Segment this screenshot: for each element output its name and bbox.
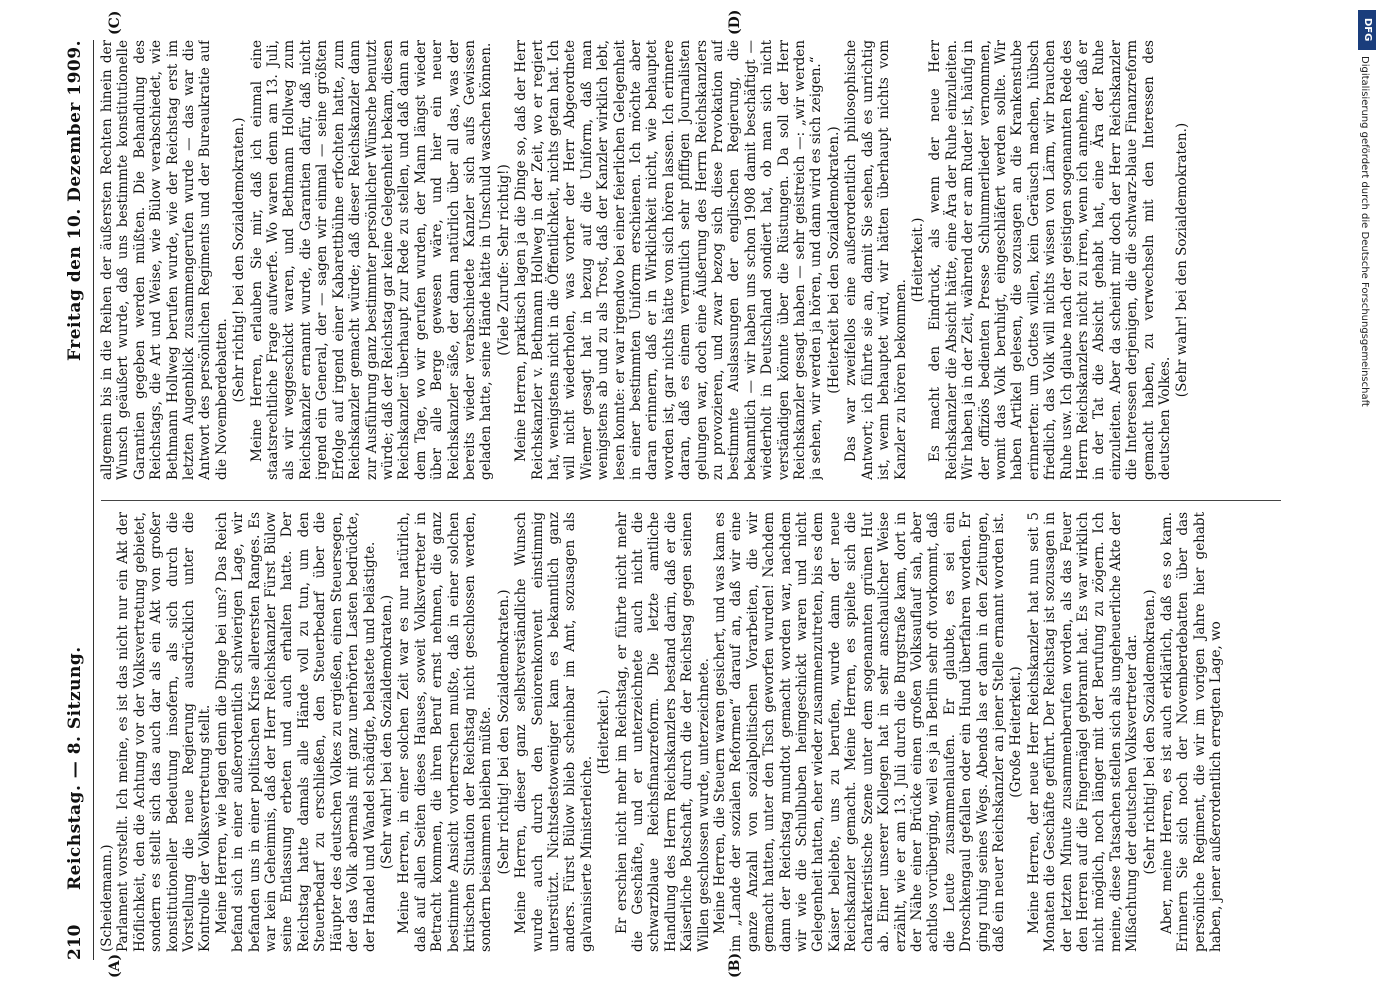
paragraph: Parlament vorstellt. Ich meine, es ist das nicht nur ein Akt der Höflichkeit, den die Achtung vor der Volksvertretung gebietet, sondern es stellt sich das auch dar als ein Akt von großer konstitutioneller Bedeutung insofern, als sich durch die Vorstellung die neue Regierung ausdrücklich unter die Kontrolle der Volksvertretung stellt. <box>115 512 214 952</box>
paragraph: Meine Herren, dieser ganz selbstverständliche Wunsch wurde auch durch den Seniorenkonvent einstimmig unterstützt. Nichtsdestoweniger kam es bekanntlich ganz anders. Fürst Bülow blieb scheinbar im Amt, sozusagen als galvanisierte Ministerleiche. <box>513 512 595 952</box>
paragraph: Meine Herren, in einer solchen Zeit war es nur natürlich, daß auf allen Seiten dieses Hauses, soweit Volksvertreter in Betracht kommen, die ihren Beruf ernst nehmen, die ganz bestimmte Ansicht vorherrschen mußte, daß in einer solchen kritischen Situation der Reichstag nicht geschlossen werden, sondern beisammen bleiben müßte. <box>396 512 495 952</box>
credit-text: Digitalisierung gefördert durch die Deutsche Forschungsgemeinschaft <box>1359 56 1370 407</box>
session-date: Freitag den 10. Dezember 1909. <box>65 40 85 361</box>
margin-marker-a: (A) <box>107 953 123 978</box>
session-title: Reichstag. — 8. Sitzung. <box>65 646 85 890</box>
paragraph: Meine Herren, praktisch lagen ja die Dinge so, daß der Herr Reichskanzler v. Bethmann Hollweg in der Zeit, wo er regiert hat, wenigstens nicht in die Öffentlichkeit, nichts getan hat. Ich will nicht wiederholen, was vorher der Herr Abgeordnete Wiemer gesagt hat in bezug auf die Uniform, daß man wenigstens ab und zu als Trost, daß der Kanzler wirklich lebt, lesen konnte: er war irgendwo bei einer feierlichen Gelegenheit in einer bestimmten Uniform erschienen. Ich möchte aber daran erinnern, daß er in Wirklichkeit nicht, wie behauptet worden ist, gar nichts hätte von sich hören lassen. Ich erinnere daran, daß es einem vermutlich sehr pfiffigen Journalisten gelungen war, doch eine Äußerung des Herrn Reichskanzlers zu provozieren, und zwar bezog sich diese Provokation auf bestimmte Auslassungen der englischen Regierung, die bekanntlich — wir haben uns schon 1908 damit beschäftigt — wiederholt in Deutschland sondiert hat, ob man sich nicht verständigen könnte über die Rüstungen. Da soll der Herr Reichskanzler gesagt haben — sehr geistreich —: „wir werden ja sehen, wir werden ja hören, und dann wird es sich zeigen.“ <box>513 40 825 480</box>
paragraph: Das war zweifellos eine außerordentlich philosophische Antwort; ich führte sie an, damit Sie sehen, daß es unrichtig ist, wenn behauptet wird, wir hätten überhaupt nichts vom Kanzler zu hören bekommen. <box>843 40 909 480</box>
interjection: (Heiterkeit bei den Sozialdemokraten.) <box>825 126 842 394</box>
dfg-logo: DFG <box>1358 10 1376 50</box>
paragraph: Meine Herren, der neue Herr Reichskanzler hat nun seit 5 Monaten die Geschäfte geführt. Der Reichstag ist sozusagen in der letzten Minute zusammenberufen worden, als das Feuer den Herren auf die Fingernägel gebrannt hat. Es war wirklich nicht möglich, noch länger mit der Berufung zu zögern. Ich meine, diese Tatsachen stellen sich als ungeheuerliche Akte der Mißachtung der deutschen Volksvertreter dar. <box>1025 512 1141 952</box>
paragraph: Aber, meine Herren, es ist auch erklärlich, daß es so kam. Erinnern Sie sich noch der Novemberdebatten über das persönliche Regiment, die wir im vorigen Jahre hier gehabt haben, jener außerordentlich erregten Lage, wo <box>1159 512 1225 952</box>
interjection: (Heiterkeit.) <box>909 217 926 303</box>
paragraph: Meine Herren, erlauben Sie mir, daß ich einmal eine staatsrechtliche Frage aufwerfe. Wo waren denn am 13. Juli, als wir weggeschickt waren, und Bethmann Hollweg zum Reichskanzler ernannt wurde, die Garantien dafür, daß nicht irgend ein General, der — sagen wir einmal — seine größten Erfolge auf irgend einer Kabarettbühne erfochten hatte, zum Reichskanzler gemacht würde; daß dieser Reichskanzler dann zur Ausführung ganz bestimmter persönlicher Wünsche benutzt würde; daß der Reichstag gar keine Gelegenheit bekam, diesen Reichskanzler überhaupt zur Rede zu stellen, und daß dann an dem Tage, wo wir gerufen wurden, der Mann längst wieder über alle Berge gewesen wäre, und hier ein neuer Reichskanzler säße, der dann natürlich über all das, was der bereits wieder verabschiedete Kanzler sich aufs Gewissen geladen hatte, seine Hände hätte in Unschuld waschen können. <box>248 40 495 480</box>
interjection: (Heiterkeit.) <box>596 689 613 775</box>
interjection: (Sehr wahr! bei den Sozialdemokraten.) <box>378 594 395 870</box>
interjection: (Viele Zurufe: Sehr richtig!) <box>495 164 512 356</box>
page-number: 210 <box>65 924 85 960</box>
margin-marker-c: (C) <box>107 10 123 35</box>
paragraph: allgemein bis in die Reihen der äußersten Rechten hinein der Wunsch geäußert wurde, daß uns bestimmte konstitutionelle Garantien gegeben werden müßten. Die Behandlung des Reichstags, die Art und Weise, wie Bülow verabschiedet, wie Bethmann Hollweg berufen wurde, wie der Reichstag erst im letzten Augenblick zusammengerufen wurde — das war die Antwort des persönlichen Regiments und der Bureaukratie auf die Novemberdebatten. <box>99 40 230 480</box>
page-header <box>59 40 89 960</box>
paragraph: Es macht den Eindruck, als wenn der neue Herr Reichskanzler die Absicht hätte, eine Ära der Ruhe einzuleiten. Wir haben ja in der Zeit, während der er am Ruder ist, häufig in der offiziös bedienten Presse Schlummerlieder vernommen, womit das Volk beruhigt, eingeschläfert werden sollte. Wir haben Artikel gelesen, die sozusagen an die Krankenstube erinnerten: um Gottes willen, kein Geräusch machen, hübsch friedlich, das Volk will nichts wissen von Lärm, wir brauchen Ruhe usw. Ich glaube nach der geistigen sogenannten Rede des Herrn Reichskanzlers nicht zu irren, wenn ich annehme, daß er in der Tat die Absicht gehabt hat, eine Ära der Ruhe einzuleiten. Aber da scheint mir doch der Herr Reichskanzler die Interessen derjenigen, die die schwarz-blaue Finanzreform gemacht haben, zu verwechseln mit den Interessen des deutschen Volkes. <box>927 40 1173 480</box>
header-rule <box>93 40 94 960</box>
speaker-name: (Scheidemann.) <box>99 844 115 952</box>
interjection: (Sehr richtig! bei den Sozialdemokraten.) <box>231 117 248 403</box>
interjection: (Sehr wahr! bei den Sozialdemokraten.) <box>1174 122 1191 398</box>
paragraph: Meine Herren, die Steuern waren gesichert, und was kam es im „Lande der sozialen Reformen“ darauf an, daß wir eine ganze Anzahl von sozialpolitischen Vorarbeiten, die wir gemacht hatten, unter den Tisch geworfen wurden! Nachdem dann der Reichstag mundtot gemacht worden war, nachdem wir wie die Schulbuben heimgeschickt waren und nicht Gelegenheit hatten, eher wieder zusammenzutreten, bis es dem Kaiser beliebte, uns zu berufen, wurde dann der neue Reichskanzler gemacht. Meine Herren, es spielte sich die charakteristische Szene unter dem sogenannten grünen Hut ab. Einer unserer Kollegen hat in sehr anschaulicher Weise erzählt, wie er am 13. Juli durch die Burgstraße kam, dort in der Nähe einer Brücke einen großen Volksauflauf sah, aber achtlos vorüberging, weil es ja in Berlin sehr oft vorkommt, daß die Leute zusammenlaufen. Er glaubte, es sei ein Droschkengaul gefallen oder ein Hund überfahren worden. Er ging ruhig seines Wegs. Abends las er dann in den Zeitungen, daß ein neuer Reichskanzler an jener Stelle ernannt worden ist. <box>712 512 1007 952</box>
margin-marker-d: (D) <box>727 9 743 35</box>
column-separator <box>101 500 1281 501</box>
paragraph: Er erschien nicht mehr im Reichstag, er führte nicht mehr die Geschäfte, und er unterzeichnete auch nicht die schwarzblaue Reichsfinanzreform. Die letzte amtliche Handlung des Herrn Reichskanzlers bestand darin, daß er die Kaiserliche Botschaft, durch die der Reichstag gegen seinen Willen geschlossen wurde, unterzeichnete. <box>613 512 712 952</box>
interjection: (Sehr richtig! bei den Sozialdemokraten.) <box>495 589 512 875</box>
left-column <box>99 512 1279 952</box>
right-column <box>99 40 1279 480</box>
interjection: (Sehr richtig! bei den Sozialdemokraten.) <box>1141 589 1158 875</box>
rotated-document-page <box>51 9 1291 980</box>
digitization-credit <box>1356 10 1378 990</box>
margin-marker-b: (B) <box>727 952 743 978</box>
paragraph: Meine Herren, wie lagen denn die Dinge bei uns? Das Reich befand sich in einer außerordentlich schwierigen Lage, wir befanden uns in einer politischen Krise allerersten Ranges. Es war kein Geheimnis, daß der Herr Reichskanzler Fürst Bülow seine Entlassung erbeten und auch erhalten hatte. Der Reichstag hatte damals alle Hände voll zu tun, um den Steuerbedarf zu erschließen, den Steuerbedarf über die Häupter des deutschen Volkes zu ergießen, einen Steuersegen, der das Volk abermals mit ganz unerhörten Lasten bedrückte, der Handel und Wandel schädigte, belastete und belästigte. <box>213 512 378 952</box>
interjection: (Große Heiterkeit.) <box>1008 666 1025 798</box>
